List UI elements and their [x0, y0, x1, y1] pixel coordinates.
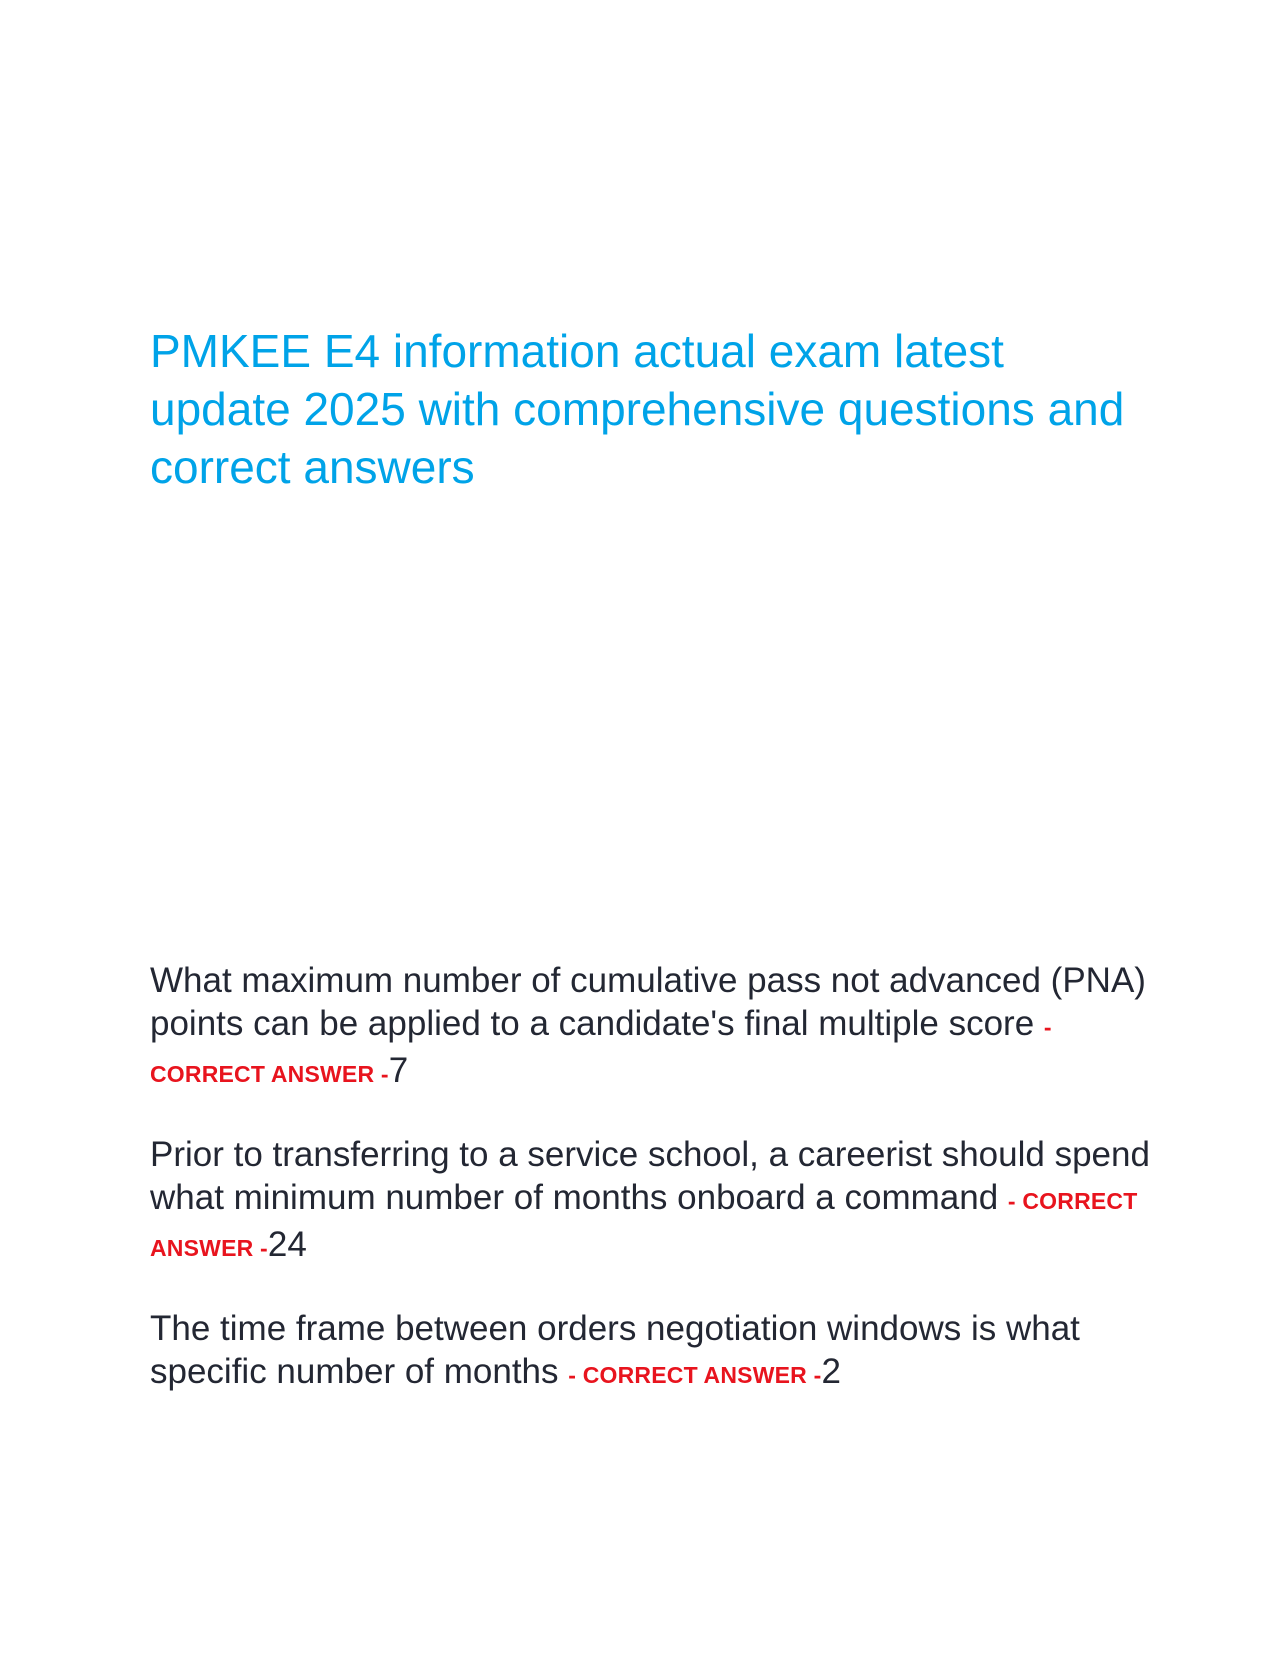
correct-answer-marker: - CORRECT ANSWER - — [150, 1014, 1052, 1087]
document-title: PMKEE E4 information actual exam latest update 2025 with comprehensive questions and correct answers — [150, 325, 1125, 493]
correct-answer-marker: - CORRECT ANSWER - — [568, 1362, 822, 1388]
qa-item — [150, 1133, 1160, 1270]
correct-answer-marker: - CORRECT ANSWER - — [150, 1188, 1138, 1261]
qa-item — [150, 1307, 1160, 1397]
question-text: What maximum number of cumulative pass not advanced (PNA) points can be applied to a candidate's final multiple score — [150, 961, 1146, 1043]
question-text: The time frame between orders negotiation windows is what specific number of months — [150, 1309, 1080, 1391]
answer-text: 2 — [821, 1352, 841, 1391]
qa-item — [150, 959, 1160, 1096]
answer-text: 7 — [388, 1051, 409, 1090]
answer-text: 24 — [267, 1225, 307, 1264]
question-text: Prior to transferring to a service school, a careerist should spend what minimum number of months onboard a command — [150, 1135, 1150, 1217]
